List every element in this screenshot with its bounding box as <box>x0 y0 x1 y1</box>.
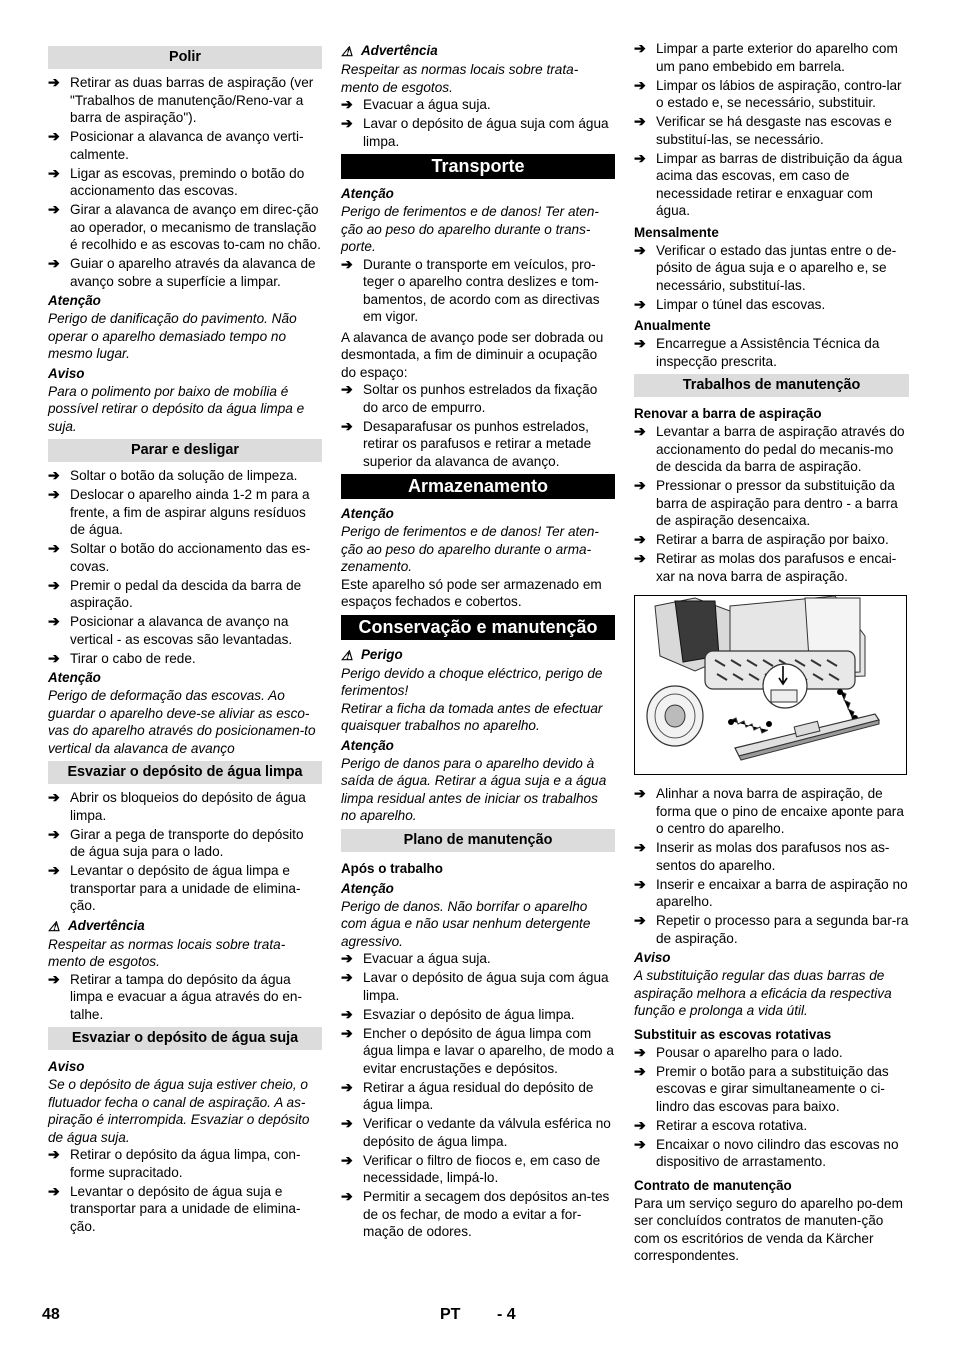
list-item: ➔ Deslocar o aparelho ainda 1-2 m para a frente, a fim de aspirar alguns resíduos de água. <box>48 486 310 537</box>
list-plano <box>341 950 615 1241</box>
list-parar <box>48 467 322 667</box>
aviso-label: Aviso <box>634 950 671 965</box>
machine-drawing <box>635 596 906 774</box>
list-item: ➔ Girar a alavanca de avanço em direc-ção ao operador, o mecanismo de translação é recolhido e as escovas to-cam no chão. <box>48 201 321 252</box>
arrow-icon: ➔ <box>634 149 646 166</box>
arrow-icon: ➔ <box>634 785 646 801</box>
arrow-icon: ➔ <box>48 255 60 271</box>
aviso-text: Para o polimento por baixo de mobília é possível retirar o depósito da água limpa e suja. <box>48 383 305 434</box>
contrato-label: Contrato de manutenção <box>634 1177 792 1193</box>
arrow-icon: ➔ <box>634 1043 646 1060</box>
list-item: ➔ Levantar o depósito de água limpa e transportar para a unidade de elimina-ção. <box>48 862 301 913</box>
list-item: ➔ Limpar o túnel das escovas. <box>634 295 826 312</box>
arrow-icon: ➔ <box>341 1151 353 1168</box>
list-item: ➔ Pressionar o pressor da substituição da barra de aspiração para dentro - a barra de aspiração desencaixa. <box>634 477 898 528</box>
list-item: ➔ Soltar os punhos estrelados da fixação do arco de empurro. <box>341 381 598 415</box>
list-item: ➔ Levantar a barra de aspiração através do accionamento do pedal do mecanis-mo de descida da barra de aspiração. <box>634 423 905 474</box>
arrow-icon: ➔ <box>48 649 60 666</box>
arrow-icon: ➔ <box>341 969 353 985</box>
list-item: ➔ Lavar o depósito de água suja com água limpa. <box>341 969 609 1003</box>
atencao-label: Atenção <box>341 186 394 201</box>
list-item: ➔ Premir o botão para a substituição das escovas e girar simultaneamente o ci-lindro das escovas para baixo. <box>634 1062 889 1114</box>
anualmente-label: Anualmente <box>634 318 711 333</box>
list-item: ➔ Retirar a barra de aspiração por baixo. <box>634 531 889 547</box>
list-renovar <box>634 423 909 585</box>
arrow-icon: ➔ <box>48 613 60 629</box>
arrow-icon: ➔ <box>341 1115 353 1131</box>
arrow-icon: ➔ <box>341 255 353 272</box>
list-item: ➔ Abrir os bloqueios do depósito de água limpa. <box>48 789 306 823</box>
list-item: ➔ Limpar a parte exterior do aparelho com um pano embebido em barrela. <box>634 40 898 74</box>
arrow-icon: ➔ <box>634 1116 646 1133</box>
perigo-label: ⚠ Perigo <box>341 646 403 663</box>
arrow-icon: ➔ <box>48 486 60 502</box>
list-item: ➔ Repetir o processo para a segunda bar-ra de aspiração. <box>634 912 909 946</box>
arrow-icon: ➔ <box>634 875 646 892</box>
column-2 <box>341 40 615 1242</box>
arrow-icon: ➔ <box>48 1182 60 1199</box>
list-item: ➔ Retirar a tampa do depósito da água limpa e evacuar a água através do en-talhe. <box>48 970 302 1022</box>
atencao-text: Perigo de danificação do pavimento. Não operar o aparelho demasiado tempo no mesmo lugar. <box>48 311 297 361</box>
language-code: PT <box>440 1306 461 1323</box>
squeegee-replacement-illustration <box>634 595 907 775</box>
list-item: ➔ Verificar o vedante da válvula esférica no depósito de água limpa. <box>341 1115 611 1149</box>
list-item: ➔ Posicionar a alavanca de avanço verti-calmente. <box>48 128 304 162</box>
advertencia-text: Respeitar as normas locais sobre trata-mento de esgotos. <box>48 936 286 969</box>
arrow-icon: ➔ <box>634 912 646 928</box>
apos-label: Após o trabalho <box>341 860 443 876</box>
arrow-icon: ➔ <box>341 115 353 131</box>
atencao-label: Atenção <box>341 880 394 896</box>
section-heading-plano: Plano de manutenção <box>341 829 615 852</box>
list-top <box>341 96 615 150</box>
arrow-icon: ➔ <box>48 789 60 805</box>
aviso-text: Se o depósito de água suja estiver cheio, o flutuador fecha o canal de aspiração. A as-piração é interrompida. Esvaziar o depósito de água suja. <box>48 1077 310 1145</box>
arrow-icon: ➔ <box>48 970 60 987</box>
atencao-label: Atenção <box>48 293 101 308</box>
list-item: ➔ Posicionar a alavanca de avanço na vertical - as escovas são levantadas. <box>48 613 293 647</box>
arrow-icon: ➔ <box>48 164 60 181</box>
list-item: ➔ Retirar a escova rotativa. <box>634 1116 808 1133</box>
section-heading-polir: Polir <box>48 46 322 69</box>
page-number: 48 <box>42 1306 60 1323</box>
arrow-icon: ➔ <box>634 1135 646 1152</box>
aviso-label: Aviso <box>48 365 85 381</box>
list-item: ➔ Inserir e encaixar a barra de aspiração no aparelho. <box>634 875 908 909</box>
arrow-icon: ➔ <box>48 74 60 90</box>
arrow-icon: ➔ <box>341 1024 353 1041</box>
arrow-icon: ➔ <box>341 1078 353 1095</box>
section-heading-armazenamento: Armazenamento <box>341 474 615 499</box>
contrato-text: Para um serviço seguro do aparelho po-dem ser concluídos contratos de manuten-ção com os escritórios de venda da Kärcher correspondentes. <box>634 1195 904 1263</box>
arrow-icon: ➔ <box>341 1005 353 1022</box>
list-item: ➔ Retirar o depósito da água limpa, con-forme supracitado. <box>48 1146 301 1180</box>
list-item: ➔ Retirar as molas dos parafusos e encai-xar na nova barra de aspiração. <box>634 550 897 584</box>
list-item: ➔ Limpar os lábios de aspiração, contro-lar o estado e, se necessário, substituir. <box>634 76 902 110</box>
arrow-icon: ➔ <box>48 825 60 842</box>
list-item: ➔ Encarregue a Assistência Técnica da inspecção prescrita. <box>634 335 880 369</box>
arrow-icon: ➔ <box>341 1188 353 1204</box>
list-mensalmente <box>634 242 909 314</box>
list-item: ➔ Esvaziar o depósito de água limpa. <box>341 1005 575 1022</box>
atencao-text: Perigo de ferimentos e de danos! Ter aten-ção ao peso do aparelho durante o arma-zenamento. <box>341 524 599 574</box>
arrow-icon: ➔ <box>48 576 60 593</box>
list-item: ➔ Alinhar a nova barra de aspiração, de forma que o pino de encaixe aponte para o centro do aparelho. <box>634 785 904 836</box>
arrow-icon: ➔ <box>634 550 646 566</box>
list-item: ➔ Desaparafusar os punhos estrelados, retirar os parafusos e retirar a metade superior da alavanca de avanço. <box>341 417 592 469</box>
arrow-icon: ➔ <box>48 201 60 217</box>
list-item: ➔ Inserir as molas dos parafusos nos as-sentos do aparelho. <box>634 839 890 873</box>
advertencia-label: ⚠ Advertência <box>48 917 145 934</box>
section-heading-conservacao: Conservação e manutenção <box>341 615 615 640</box>
arrow-icon: ➔ <box>634 113 646 129</box>
arrow-icon: ➔ <box>48 540 60 556</box>
renovar-label: Renovar a barra de aspiração <box>634 406 822 421</box>
arrow-icon: ➔ <box>634 335 646 351</box>
list-item: ➔ Retirar as duas barras de aspiração (ver "Trabalhos de manutenção/Reno-var a barra de aspiração"). <box>48 74 314 125</box>
list-item: ➔ Encher o depósito de água limpa com água limpa e lavar o aparelho, de modo a evitar encrustações e depósitos. <box>341 1024 614 1076</box>
atencao-text: Perigo de ferimentos e de danos! Ter aten-ção ao peso do aparelho durante o trans-porte. <box>341 204 599 254</box>
list-item: ➔ Pousar o aparelho para o lado. <box>634 1043 843 1060</box>
column-3 <box>634 40 909 1265</box>
section-heading-trabalhos: Trabalhos de manutenção <box>634 374 909 397</box>
perigo-text: Perigo devido a choque eléctrico, perigo de ferimentos! <box>341 665 603 698</box>
list-item: ➔ Ligar as escovas, premindo o botão do accionamento das escovas. <box>48 164 305 198</box>
list-item: ➔ Soltar o botão da solução de limpeza. <box>48 467 298 483</box>
arrow-icon: ➔ <box>341 96 353 112</box>
arrow-icon: ➔ <box>634 531 646 547</box>
warning-icon: ⚠ <box>48 918 61 934</box>
warning-icon: ⚠ <box>341 44 354 59</box>
arrow-icon: ➔ <box>341 417 353 434</box>
list-item: ➔ Girar a pega de transporte do depósito de água suja para o lado. <box>48 825 304 859</box>
list-item: ➔ Encaixar o novo cilindro das escovas no dispositivo de arrastamento. <box>634 1135 899 1169</box>
section-heading-parar: Parar e desligar <box>48 439 322 462</box>
aviso-label: Aviso <box>48 1059 85 1074</box>
list-substituir <box>634 1044 909 1171</box>
list-item: ➔ Tirar o cabo de rede. <box>48 649 196 666</box>
arrow-icon: ➔ <box>634 423 646 439</box>
arrow-icon: ➔ <box>341 381 353 397</box>
aviso-text: A substituição regular das duas barras de aspiração melhora a eficácia da respectiva função e prolonga a vida útil. <box>634 968 892 1018</box>
list-top <box>634 40 909 220</box>
section-heading-esvaziar-limpa: Esvaziar o depósito de água limpa <box>48 761 322 784</box>
arrow-icon: ➔ <box>634 839 646 855</box>
list-transporte <box>341 381 615 470</box>
list-item: ➔ Durante o transporte em veículos, pro-teger o aparelho contra deslizes e tom-bamentos, de acordo com as directivas em vigor. <box>341 255 600 324</box>
atencao-label: Atenção <box>341 737 394 753</box>
section-heading-esvaziar-suja: Esvaziar o depósito de água suja <box>48 1027 322 1050</box>
atencao-text: Perigo de deformação das escovas. Ao guardar o aparelho deve-se aliviar as esco-vas do aparelho através do posicionamen-to vertical da alavanca de avanço <box>48 688 316 756</box>
arrow-icon: ➔ <box>48 862 60 878</box>
arrow-icon: ➔ <box>634 76 646 93</box>
list-item: ➔ Permitir a secagem dos depósitos an-tes de os fechar, de modo a evitar a for-mação de odores. <box>341 1188 610 1239</box>
list-item: ➔ Limpar as barras de distribuição da água acima das escovas, em caso de necessidade retirar e enxaguar com água. <box>634 149 903 218</box>
arrow-icon: ➔ <box>48 1146 60 1162</box>
list-polir <box>48 74 322 290</box>
atencao-label: Atenção <box>48 670 101 685</box>
list-item: ➔ Evacuar a água suja. <box>341 96 491 112</box>
section-heading-transporte: Transporte <box>341 154 615 179</box>
mensalmente-label: Mensalmente <box>634 224 719 240</box>
list-item: ➔ Guiar o aparelho através da alavanca de avanço sobre a superfície a limpar. <box>48 255 316 289</box>
armazenamento-text: Este aparelho só pode ser armazenado em espaços fechados e cobertos. <box>341 576 602 609</box>
atencao-label: Atenção <box>341 506 394 521</box>
arrow-icon: ➔ <box>634 241 646 258</box>
arrow-icon: ➔ <box>48 467 60 483</box>
advertencia-text: Respeitar as normas locais sobre trata-mento de esgotos. <box>341 62 579 95</box>
list-renovar-2 <box>634 785 909 947</box>
arrow-icon: ➔ <box>634 295 646 312</box>
list-item: ➔ Premir o pedal da descida da barra de aspiração. <box>48 576 302 610</box>
arrow-icon: ➔ <box>48 128 60 144</box>
arrow-icon: ➔ <box>341 950 353 966</box>
list-item: ➔ Evacuar a água suja. <box>341 950 491 966</box>
perigo-text: Retirar a ficha da tomada antes de efectuar quaisquer trabalhos no aparelho. <box>341 700 603 733</box>
warning-icon: ⚠ <box>341 647 354 663</box>
transporte-text: A alavanca de avanço pode ser dobrada ou desmontada, a fim de diminuir a ocupação do espaço: <box>341 329 604 380</box>
arrow-icon: ➔ <box>634 1062 646 1079</box>
list-item: ➔ Soltar o botão do accionamento das es-covas. <box>48 540 311 574</box>
atencao-text: Perigo de danos. Não borrifar o aparelho com água e não usar nenhum detergente agressivo. <box>341 898 591 949</box>
list-item: ➔ Levantar o depósito de água suja e transportar para a unidade de elimina-ção. <box>48 1182 301 1234</box>
page-index: - 4 <box>497 1306 516 1323</box>
arrow-icon: ➔ <box>634 40 646 56</box>
list-item: ➔ Lavar o depósito de água suja com água limpa. <box>341 115 609 149</box>
list-item: ➔ Verificar o estado das juntas entre o de-pósito de água suja e o aparelho e, se necessário, substituí-las. <box>634 241 897 293</box>
list-item: ➔ Retirar a água residual do depósito de água limpa. <box>341 1078 594 1112</box>
atencao-text: Perigo de danos para o aparelho devido à saída de água. Retirar a água suja e a água limpa residual antes de iniciar os trabalhos no aparelho. <box>341 755 607 823</box>
column-1 <box>48 40 322 1237</box>
list-esvaziar-suja <box>48 1146 322 1235</box>
list-esvaziar-limpa <box>48 789 322 915</box>
list-item: ➔ Verificar se há desgaste nas escovas e substituí-las, se necessário. <box>634 113 892 147</box>
arrow-icon: ➔ <box>634 477 646 493</box>
advertencia-label: ⚠ Advertência <box>341 43 438 59</box>
substituir-label: Substituir as escovas rotativas <box>634 1026 832 1042</box>
list-item: ➔ Verificar o filtro de fiocos e, em caso de necessidade, limpá-lo. <box>341 1151 601 1185</box>
